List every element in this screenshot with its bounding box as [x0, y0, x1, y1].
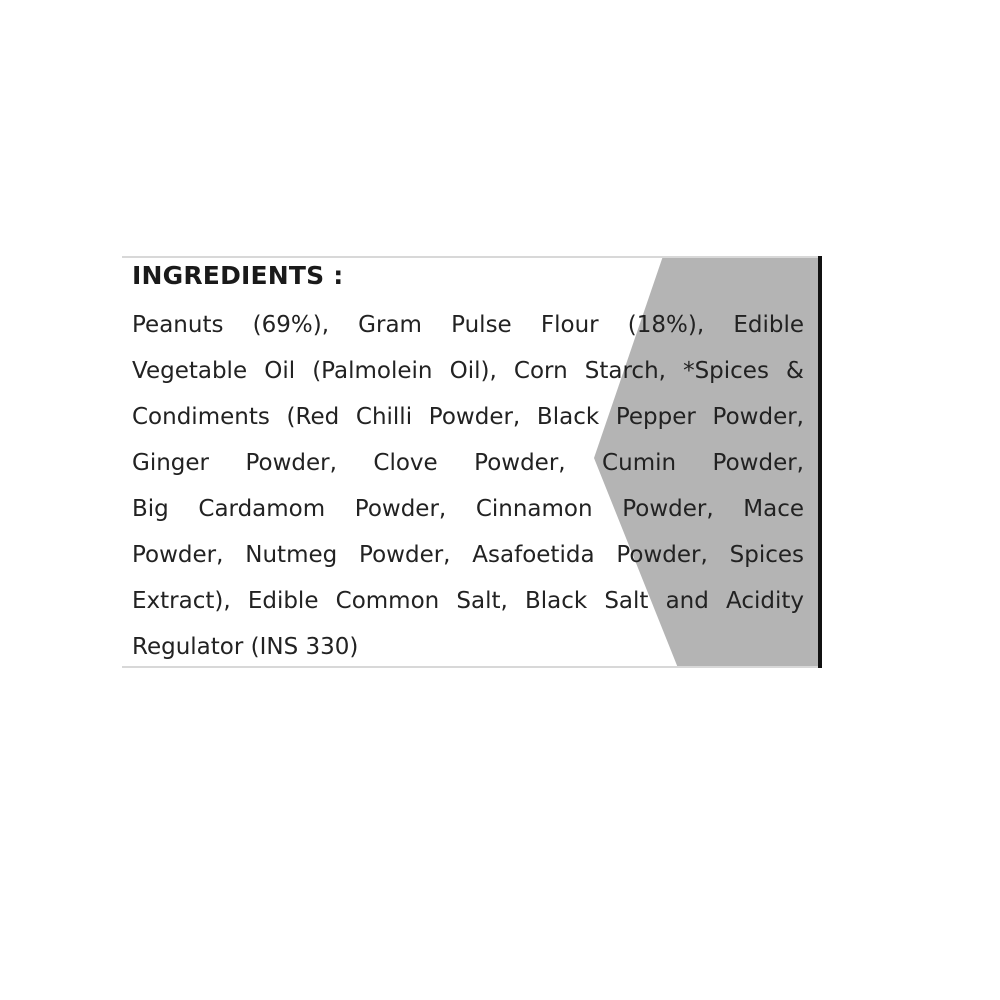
- ingredient-line: Peanuts (69%), Gram Pulse Flour (18%), Edible: [132, 312, 804, 338]
- ingredient-line: Regulator (INS 330): [132, 634, 359, 660]
- ingredients-text: [132, 302, 804, 670]
- ingredient-line: Ginger Powder, Clove Powder, Cumin Powder,: [132, 450, 804, 476]
- ingredient-line: Vegetable Oil (Palmolein Oil), Corn Starch, *Spices &: [132, 358, 804, 384]
- ingredient-line: Powder, Nutmeg Powder, Asafoetida Powder, Spices: [132, 542, 804, 568]
- top-rule: [122, 256, 822, 258]
- ingredient-line: Extract), Edible Common Salt, Black Salt and Acidity: [132, 588, 804, 614]
- ingredient-line: Big Cardamom Powder, Cinnamon Powder, Mace: [132, 496, 804, 522]
- ingredients-label: [118, 252, 826, 672]
- ingredients-heading: INGREDIENTS :: [132, 261, 344, 290]
- ingredient-line: Condiments (Red Chilli Powder, Black Pepper Powder,: [132, 404, 804, 430]
- right-edge-bar: [818, 256, 822, 668]
